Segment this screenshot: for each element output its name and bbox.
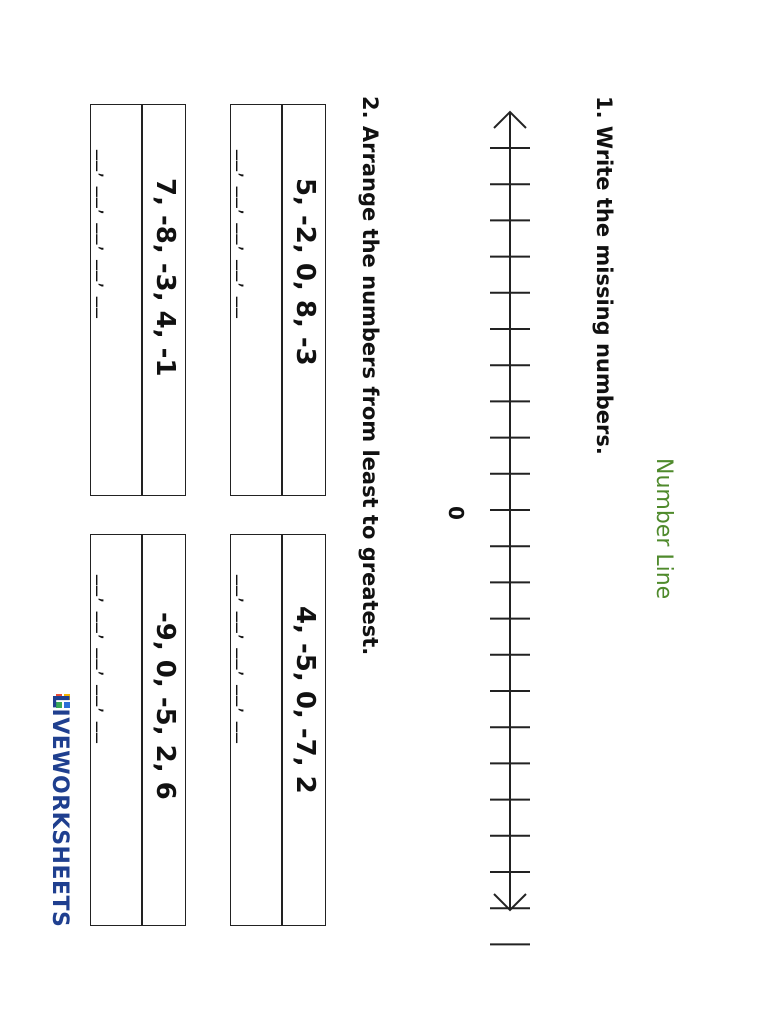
box-2-answer-blanks[interactable]: __, __, __, __, __ xyxy=(236,575,260,744)
box-4-numbers: -9, 0, -5, 2, 6 xyxy=(150,612,180,800)
box-1-answer-blanks[interactable]: __, __, __, __, __ xyxy=(236,150,260,319)
box-3-answer-blanks[interactable]: __, __, __, __, __ xyxy=(96,150,120,319)
box-3-numbers: 7, -8, -3, 4, -1 xyxy=(150,178,180,377)
box-2-numbers: 4, -5, 0, -7, 2 xyxy=(290,606,320,794)
box-divider xyxy=(141,105,143,495)
box-4-answer-blanks[interactable]: __, __, __, __, __ xyxy=(96,575,120,744)
question-2-instruction: 2. Arrange the numbers from least to greatest. xyxy=(358,96,382,656)
box-divider xyxy=(141,535,143,925)
worksheet-title: Number Line xyxy=(651,458,676,600)
question-1-instruction: 1. Write the missing numbers. xyxy=(592,96,616,455)
box-1-numbers: 5, -2, 0, 8, -3 xyxy=(290,178,320,366)
box-divider xyxy=(281,535,283,925)
number-line-arrow-top xyxy=(494,112,526,128)
number-line-ticks xyxy=(490,148,530,944)
number-line-zero-label: 0 xyxy=(444,506,468,520)
liveworksheets-brand: LIVEWORKSHEETS xyxy=(47,694,72,928)
number-line-arrow-bottom xyxy=(494,894,526,910)
box-divider xyxy=(281,105,283,495)
